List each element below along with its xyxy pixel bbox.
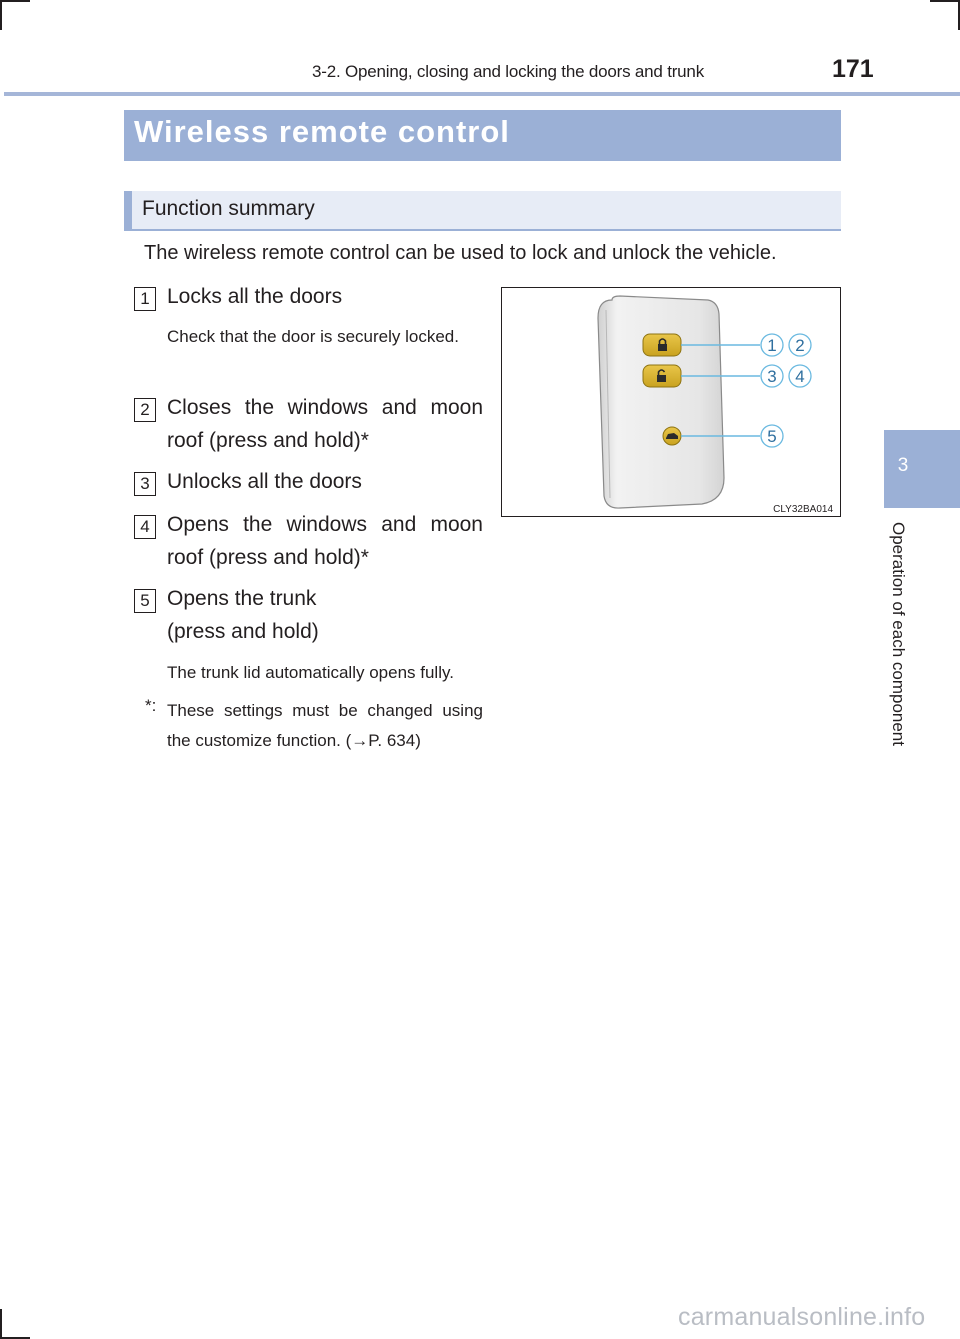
subsection-banner bbox=[124, 191, 841, 231]
section-banner bbox=[124, 110, 841, 161]
intro-text: The wireless remote control can be used to lock and unlock the vehicle. bbox=[144, 242, 777, 264]
subsection-accent-bar bbox=[124, 191, 132, 229]
chapter-number: 3 bbox=[897, 455, 909, 476]
trunk-icon bbox=[663, 427, 681, 445]
remote-key-figure bbox=[502, 288, 839, 515]
item-number-5: 5 bbox=[134, 589, 156, 613]
callout-5: 5 bbox=[767, 427, 777, 446]
item-text-5-line1: Opens the trunk bbox=[167, 587, 317, 610]
chapter-tab bbox=[884, 430, 960, 508]
subsection-title: Function summary bbox=[142, 197, 315, 220]
item-number-4: 4 bbox=[134, 515, 156, 539]
header-rule bbox=[4, 92, 960, 96]
item-number-1: 1 bbox=[134, 287, 156, 311]
crop-mark bbox=[0, 0, 30, 2]
item-text-3: Unlocks all the doors bbox=[167, 470, 362, 493]
callout-1: 1 bbox=[767, 336, 777, 355]
crop-mark bbox=[930, 0, 960, 2]
item-text-5-line2: (press and hold) bbox=[167, 620, 319, 643]
item-text-2: Closes the windows and moon roof (press and hold)* bbox=[167, 396, 483, 452]
item-note-1: Check that the door is securely locked. bbox=[167, 327, 459, 346]
crop-mark bbox=[0, 0, 2, 30]
chapter-title: Operation of each component bbox=[889, 522, 908, 746]
footnote-mark: *: bbox=[145, 696, 157, 715]
item-text-4: Opens the windows and moon roof (press and hold)* bbox=[167, 513, 483, 569]
footnote-text: These settings must be changed using the customize function. (→P. 634) bbox=[167, 701, 483, 750]
watermark: carmanualsonline.info bbox=[678, 1303, 926, 1331]
item-number-3: 3 bbox=[134, 472, 156, 496]
remote-illustration bbox=[501, 287, 841, 517]
callout-2: 2 bbox=[795, 336, 805, 355]
callout-4: 4 bbox=[795, 367, 805, 386]
item-note-5: The trunk lid automatically opens fully. bbox=[167, 663, 454, 682]
section-title: Wireless remote control bbox=[134, 114, 510, 149]
figure-code: CLY32BA014 bbox=[773, 504, 833, 515]
item-number-2: 2 bbox=[134, 398, 156, 422]
page-number: 171 bbox=[832, 55, 874, 83]
crop-mark bbox=[0, 1309, 2, 1339]
running-header: 3-2. Opening, closing and locking the doors and trunk bbox=[312, 62, 704, 81]
key-fob-body bbox=[598, 296, 724, 508]
chapter-title-vertical bbox=[888, 522, 912, 782]
lock-icon bbox=[643, 334, 681, 356]
item-text-1: Locks all the doors bbox=[167, 285, 343, 308]
unlock-icon bbox=[643, 365, 681, 387]
callout-3: 3 bbox=[767, 367, 777, 386]
